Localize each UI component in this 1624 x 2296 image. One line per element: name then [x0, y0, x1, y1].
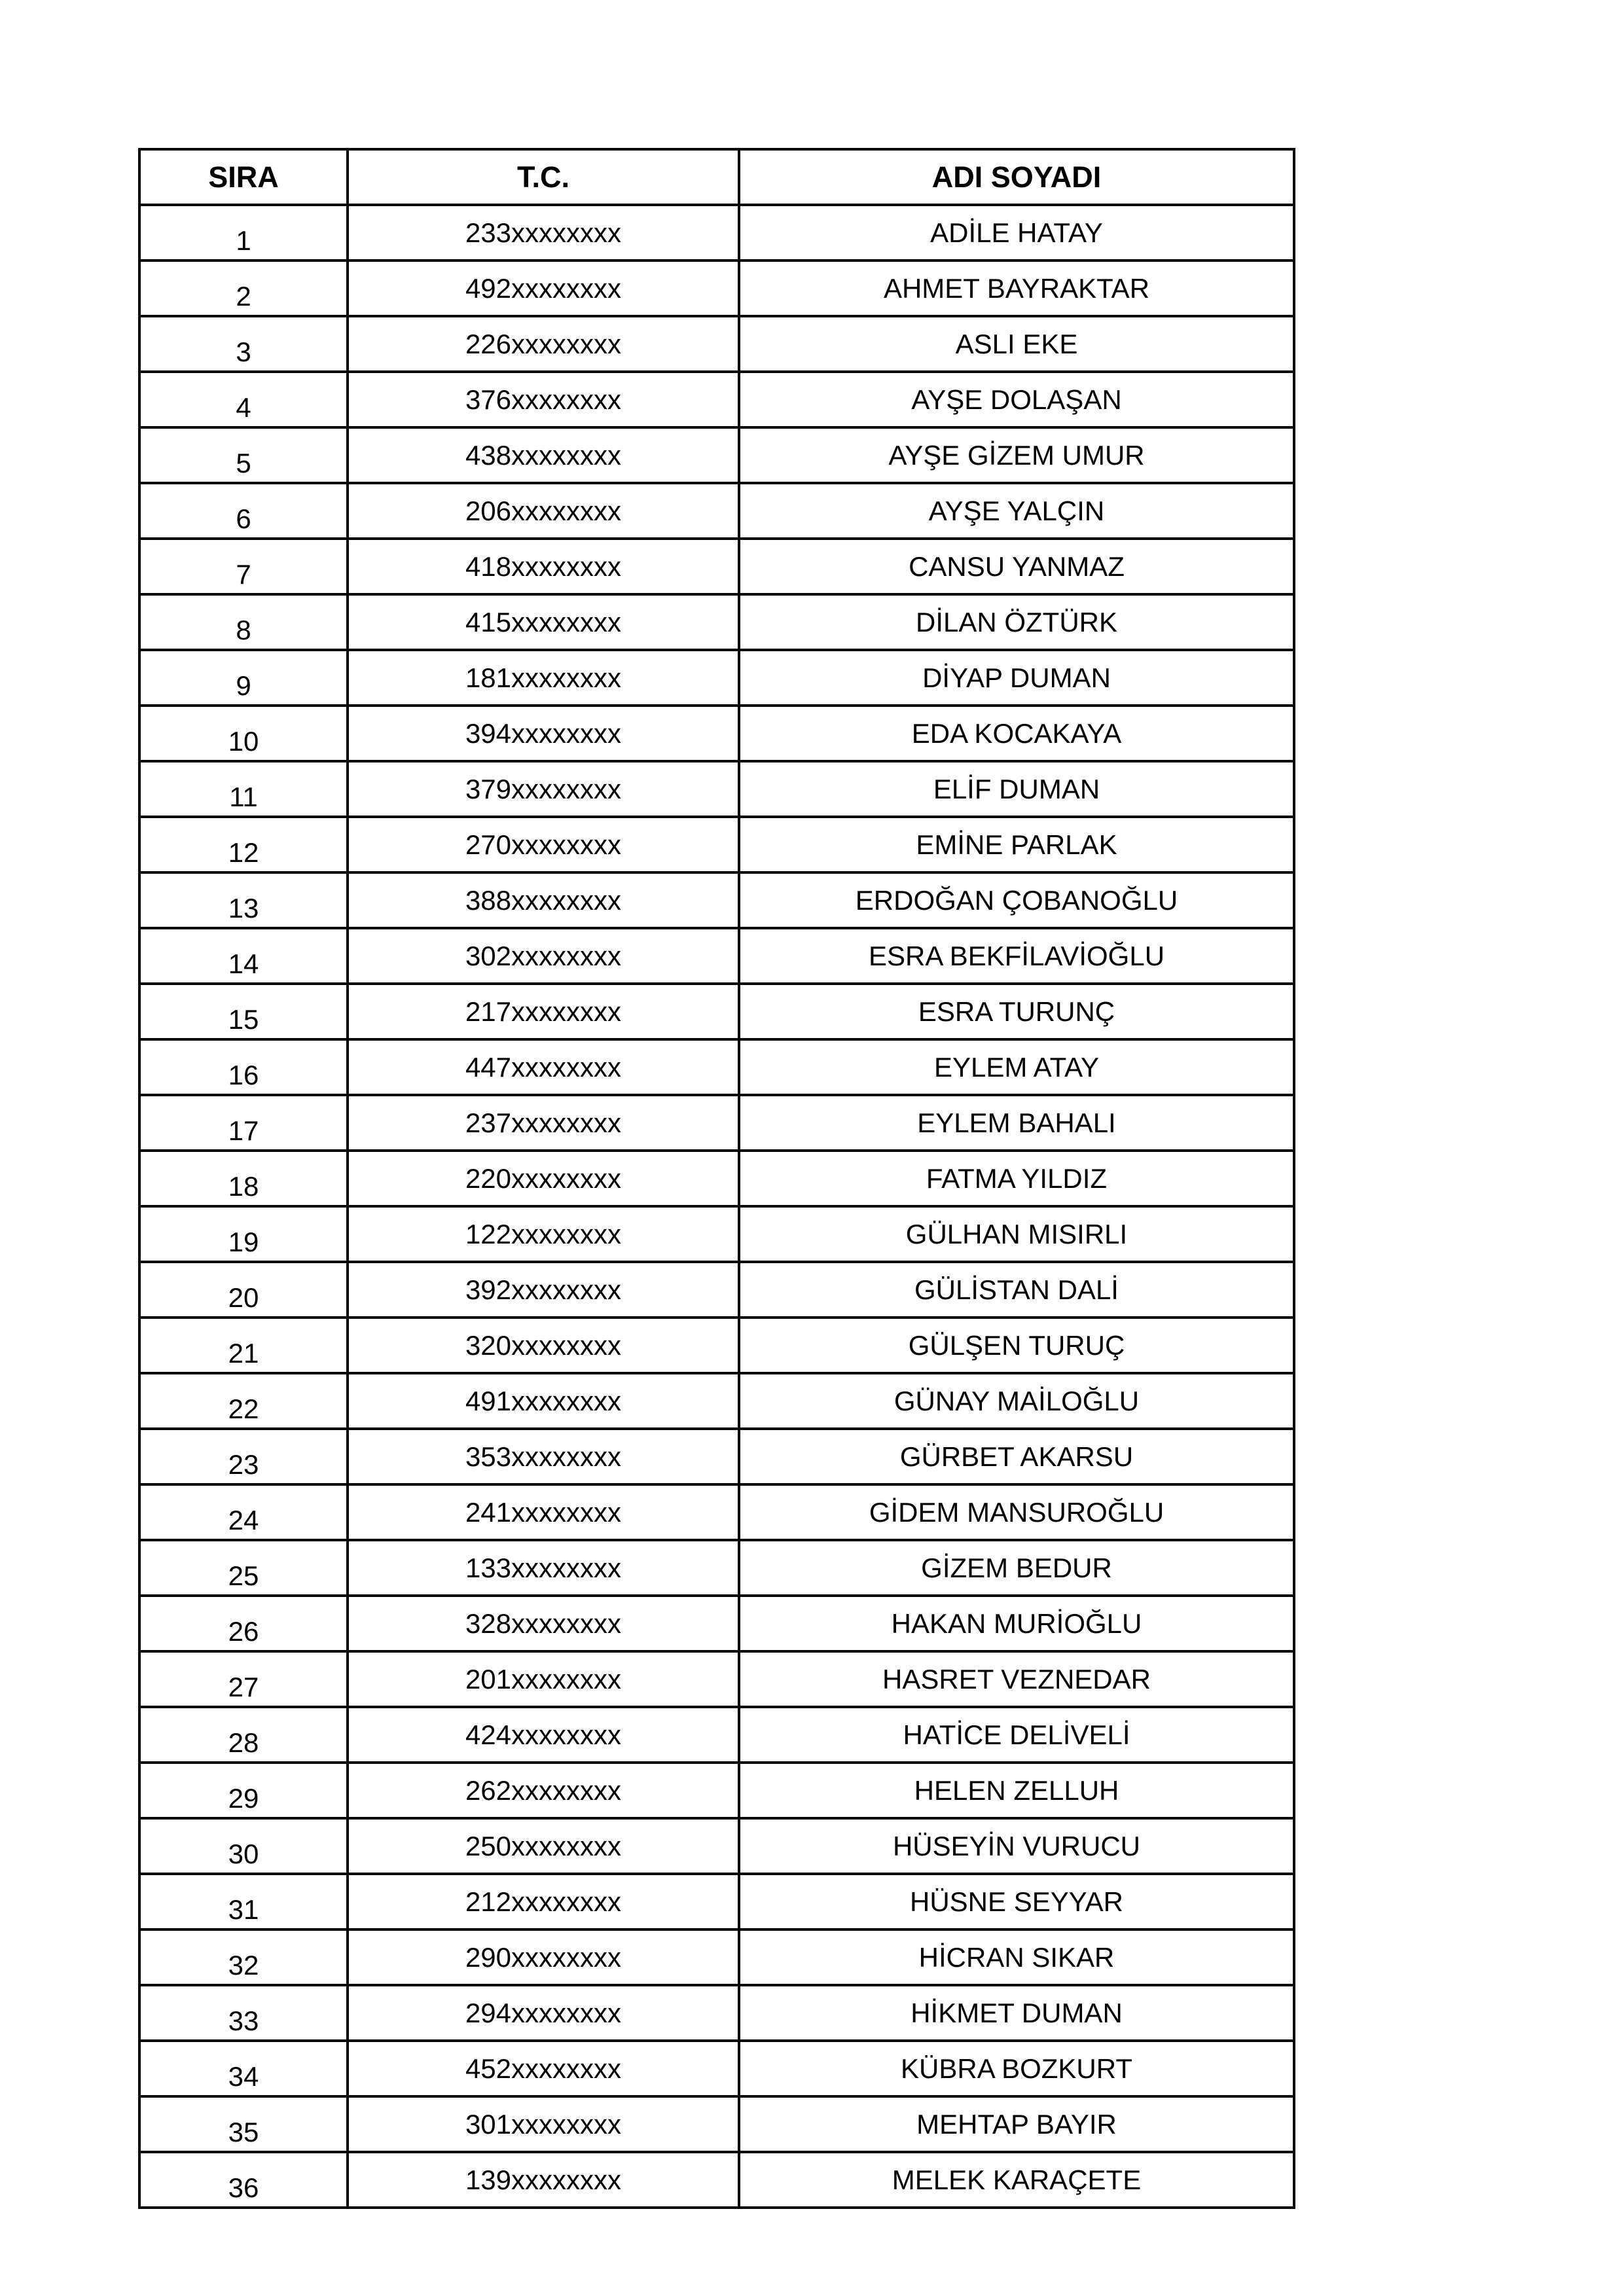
- row-tc: 241xxxxxxxx: [348, 1484, 739, 1540]
- row-tc: 353xxxxxxxx: [348, 1429, 739, 1484]
- row-name: GİDEM MANSUROĞLU: [739, 1484, 1294, 1540]
- row-number: 21: [139, 1318, 348, 1373]
- row-name: DİYAP DUMAN: [739, 650, 1294, 706]
- table-row: [139, 761, 1294, 817]
- row-number: 32: [139, 1929, 348, 1985]
- row-number: 34: [139, 2041, 348, 2096]
- table-row: [139, 1763, 1294, 1818]
- row-name: ADİLE HATAY: [739, 205, 1294, 260]
- table-row: [139, 539, 1294, 594]
- table-row: [139, 1151, 1294, 1206]
- table-row: [139, 1707, 1294, 1763]
- row-number: 31: [139, 1874, 348, 1929]
- row-number: 30: [139, 1818, 348, 1874]
- row-number: 2: [139, 260, 348, 316]
- row-tc: 220xxxxxxxx: [348, 1151, 739, 1206]
- row-name: HİCRAN SIKAR: [739, 1929, 1294, 1985]
- row-tc: 217xxxxxxxx: [348, 984, 739, 1039]
- row-number: 16: [139, 1039, 348, 1095]
- row-name: ASLI EKE: [739, 316, 1294, 372]
- row-name: MEHTAP BAYIR: [739, 2096, 1294, 2152]
- row-number: 27: [139, 1651, 348, 1707]
- row-number: 10: [139, 706, 348, 761]
- row-name: HÜSEYİN VURUCU: [739, 1818, 1294, 1874]
- row-name: KÜBRA BOZKURT: [739, 2041, 1294, 2096]
- row-number: 20: [139, 1262, 348, 1318]
- row-tc: 452xxxxxxxx: [348, 2041, 739, 2096]
- row-name: AYŞE DOLAŞAN: [739, 372, 1294, 427]
- row-name: DİLAN ÖZTÜRK: [739, 594, 1294, 650]
- row-number: 28: [139, 1707, 348, 1763]
- row-name: GÜLHAN MISIRLI: [739, 1206, 1294, 1262]
- row-tc: 491xxxxxxxx: [348, 1373, 739, 1429]
- row-name: FATMA YILDIZ: [739, 1151, 1294, 1206]
- row-tc: 415xxxxxxxx: [348, 594, 739, 650]
- row-name: ELİF DUMAN: [739, 761, 1294, 817]
- row-tc: 139xxxxxxxx: [348, 2152, 739, 2208]
- row-tc: 201xxxxxxxx: [348, 1651, 739, 1707]
- row-number: 25: [139, 1540, 348, 1596]
- table-row: [139, 817, 1294, 872]
- table-row: [139, 984, 1294, 1039]
- row-name: EDA KOCAKAYA: [739, 706, 1294, 761]
- row-number: 35: [139, 2096, 348, 2152]
- row-tc: 376xxxxxxxx: [348, 372, 739, 427]
- row-tc: 418xxxxxxxx: [348, 539, 739, 594]
- row-name: GÜLŞEN TURUÇ: [739, 1318, 1294, 1373]
- table-row: [139, 1206, 1294, 1262]
- row-tc: 181xxxxxxxx: [348, 650, 739, 706]
- row-tc: 392xxxxxxxx: [348, 1262, 739, 1318]
- row-name: HATİCE DELİVELİ: [739, 1707, 1294, 1763]
- table-row: [139, 1039, 1294, 1095]
- row-number: 7: [139, 539, 348, 594]
- row-tc: 492xxxxxxxx: [348, 260, 739, 316]
- row-name: HİKMET DUMAN: [739, 1985, 1294, 2041]
- table-row: [139, 1095, 1294, 1151]
- row-name: CANSU YANMAZ: [739, 539, 1294, 594]
- row-number: 26: [139, 1596, 348, 1651]
- row-tc: 226xxxxxxxx: [348, 316, 739, 372]
- row-name: HAKAN MURİOĞLU: [739, 1596, 1294, 1651]
- table-row: [139, 650, 1294, 706]
- table-row: [139, 706, 1294, 761]
- row-name: HASRET VEZNEDAR: [739, 1651, 1294, 1707]
- table-row: [139, 427, 1294, 483]
- row-tc: 301xxxxxxxx: [348, 2096, 739, 2152]
- row-number: 14: [139, 928, 348, 984]
- row-number: 11: [139, 761, 348, 817]
- row-number: 1: [139, 205, 348, 260]
- row-name: GÜNAY MAİLOĞLU: [739, 1373, 1294, 1429]
- row-tc: 394xxxxxxxx: [348, 706, 739, 761]
- row-number: 5: [139, 427, 348, 483]
- row-tc: 320xxxxxxxx: [348, 1318, 739, 1373]
- row-name: ESRA TURUNÇ: [739, 984, 1294, 1039]
- table-row: [139, 594, 1294, 650]
- table-row: [139, 1985, 1294, 2041]
- row-number: 29: [139, 1763, 348, 1818]
- table-row: [139, 2041, 1294, 2096]
- table-row: [139, 205, 1294, 260]
- row-name: MELEK KARAÇETE: [739, 2152, 1294, 2208]
- row-name: AYŞE GİZEM UMUR: [739, 427, 1294, 483]
- row-number: 4: [139, 372, 348, 427]
- row-tc: 212xxxxxxxx: [348, 1874, 739, 1929]
- row-name: AHMET BAYRAKTAR: [739, 260, 1294, 316]
- row-number: 3: [139, 316, 348, 372]
- table-body: [139, 205, 1294, 2208]
- row-name: EMİNE PARLAK: [739, 817, 1294, 872]
- row-tc: 233xxxxxxxx: [348, 205, 739, 260]
- row-name: GÜRBET AKARSU: [739, 1429, 1294, 1484]
- row-number: 17: [139, 1095, 348, 1151]
- row-number: 8: [139, 594, 348, 650]
- table-row: [139, 2152, 1294, 2208]
- table-row: [139, 1262, 1294, 1318]
- row-number: 36: [139, 2152, 348, 2208]
- row-name: GÜLİSTAN DALİ: [739, 1262, 1294, 1318]
- row-number: 19: [139, 1206, 348, 1262]
- row-name: ERDOĞAN ÇOBANOĞLU: [739, 872, 1294, 928]
- table-row: [139, 928, 1294, 984]
- row-tc: 270xxxxxxxx: [348, 817, 739, 872]
- row-tc: 447xxxxxxxx: [348, 1039, 739, 1095]
- row-number: 12: [139, 817, 348, 872]
- row-number: 22: [139, 1373, 348, 1429]
- row-tc: 438xxxxxxxx: [348, 427, 739, 483]
- table-row: [139, 372, 1294, 427]
- row-tc: 302xxxxxxxx: [348, 928, 739, 984]
- row-tc: 388xxxxxxxx: [348, 872, 739, 928]
- table-row: [139, 872, 1294, 928]
- row-number: 15: [139, 984, 348, 1039]
- row-name: AYŞE YALÇIN: [739, 483, 1294, 539]
- row-number: 24: [139, 1484, 348, 1540]
- row-tc: 122xxxxxxxx: [348, 1206, 739, 1262]
- table-row: [139, 1929, 1294, 1985]
- row-name: HÜSNE SEYYAR: [739, 1874, 1294, 1929]
- row-tc: 290xxxxxxxx: [348, 1929, 739, 1985]
- row-tc: 237xxxxxxxx: [348, 1095, 739, 1151]
- row-tc: 294xxxxxxxx: [348, 1985, 739, 2041]
- table-row: [139, 1429, 1294, 1484]
- header-row: [139, 149, 1294, 205]
- row-tc: 262xxxxxxxx: [348, 1763, 739, 1818]
- header-tc: T.C.: [348, 149, 739, 205]
- participant-table: [138, 148, 1295, 2209]
- row-name: EYLEM BAHALI: [739, 1095, 1294, 1151]
- row-tc: 379xxxxxxxx: [348, 761, 739, 817]
- table-row: [139, 260, 1294, 316]
- row-tc: 133xxxxxxxx: [348, 1540, 739, 1596]
- table-row: [139, 1484, 1294, 1540]
- row-number: 33: [139, 1985, 348, 2041]
- table-row: [139, 1818, 1294, 1874]
- row-number: 18: [139, 1151, 348, 1206]
- table-row: [139, 1651, 1294, 1707]
- row-number: 13: [139, 872, 348, 928]
- row-number: 23: [139, 1429, 348, 1484]
- row-tc: 206xxxxxxxx: [348, 483, 739, 539]
- row-name: ESRA BEKFİLAVİOĞLU: [739, 928, 1294, 984]
- table-row: [139, 316, 1294, 372]
- header-sira: SIRA: [139, 149, 348, 205]
- table-row: [139, 483, 1294, 539]
- row-name: EYLEM ATAY: [739, 1039, 1294, 1095]
- row-name: GİZEM BEDUR: [739, 1540, 1294, 1596]
- row-number: 6: [139, 483, 348, 539]
- row-tc: 328xxxxxxxx: [348, 1596, 739, 1651]
- table-row: [139, 2096, 1294, 2152]
- table-row: [139, 1874, 1294, 1929]
- row-name: HELEN ZELLUH: [739, 1763, 1294, 1818]
- row-tc: 250xxxxxxxx: [348, 1818, 739, 1874]
- row-number: 9: [139, 650, 348, 706]
- header-name: ADI SOYADI: [739, 149, 1294, 205]
- row-tc: 424xxxxxxxx: [348, 1707, 739, 1763]
- table-row: [139, 1373, 1294, 1429]
- table-row: [139, 1318, 1294, 1373]
- table-row: [139, 1540, 1294, 1596]
- table-row: [139, 1596, 1294, 1651]
